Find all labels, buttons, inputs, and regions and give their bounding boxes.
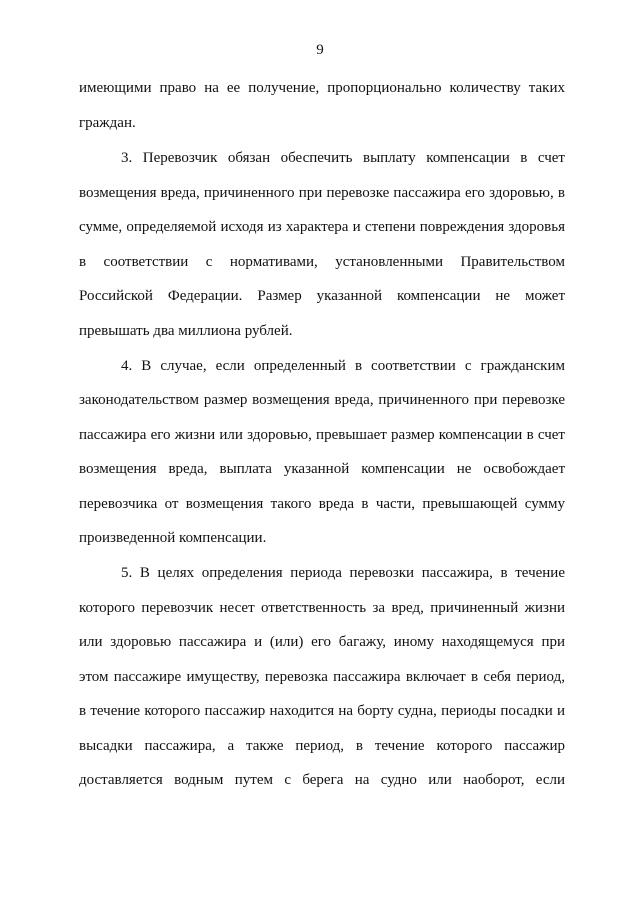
paragraph-2-line-3: сумме, определяемой исходя из характера и степени повреждения здоровья bbox=[79, 219, 565, 235]
paragraph-4-line-2: которого перевозчик несет ответственность за вред, причиненный жизни bbox=[79, 600, 565, 616]
paragraph-4-line-6: высадки пассажира, а также период, в течение которого пассажир bbox=[79, 738, 565, 754]
paragraph-1-line-2: граждан. bbox=[79, 115, 136, 131]
paragraph-3-line-2: законодательством размер возмещения вреда, причиненного при перевозке bbox=[79, 392, 565, 408]
paragraph-3-line-6: произведенной компенсации. bbox=[79, 530, 267, 546]
paragraph-3-line-3: пассажира его жизни или здоровью, превышает размер компенсации в счет bbox=[79, 427, 565, 443]
paragraph-2-line-2: возмещения вреда, причиненного при перевозке пассажира его здоровью, в bbox=[79, 185, 565, 201]
paragraph-3-line-4: возмещения вреда, выплата указанной компенсации не освобождает bbox=[79, 461, 565, 477]
paragraph-2-line-4: в соответствии с нормативами, установленными Правительством bbox=[79, 254, 565, 270]
paragraph-3-line-5: перевозчика от возмещения такого вреда в части, превышающей сумму bbox=[79, 496, 565, 512]
paragraph-4-line-7: доставляется водным путем с берега на судно или наоборот, если bbox=[79, 772, 565, 788]
paragraph-2-line-6: превышать два миллиона рублей. bbox=[79, 323, 293, 339]
paragraph-4-line-3: или здоровью пассажира и (или) его багажу, иному находящемуся при bbox=[79, 634, 565, 650]
paragraph-2-line-5: Российской Федерации. Размер указанной компенсации не может bbox=[79, 288, 565, 304]
paragraph-4-line-1: 5. В целях определения периода перевозки пассажира, в течение bbox=[121, 565, 565, 581]
paragraph-4-line-5: в течение которого пассажир находится на борту судна, периоды посадки и bbox=[79, 703, 565, 719]
paragraph-1-line-1: имеющими право на ее получение, пропорционально количеству таких bbox=[79, 80, 565, 96]
paragraph-4-line-4: этом пассажире имуществу, перевозка пассажира включает в себя период, bbox=[79, 669, 565, 685]
page-number: 9 bbox=[316, 42, 324, 58]
paragraph-3-line-1: 4. В случае, если определенный в соответствии с гражданским bbox=[121, 358, 565, 374]
paragraph-2-line-1: 3. Перевозчик обязан обеспечить выплату компенсации в счет bbox=[121, 150, 565, 166]
